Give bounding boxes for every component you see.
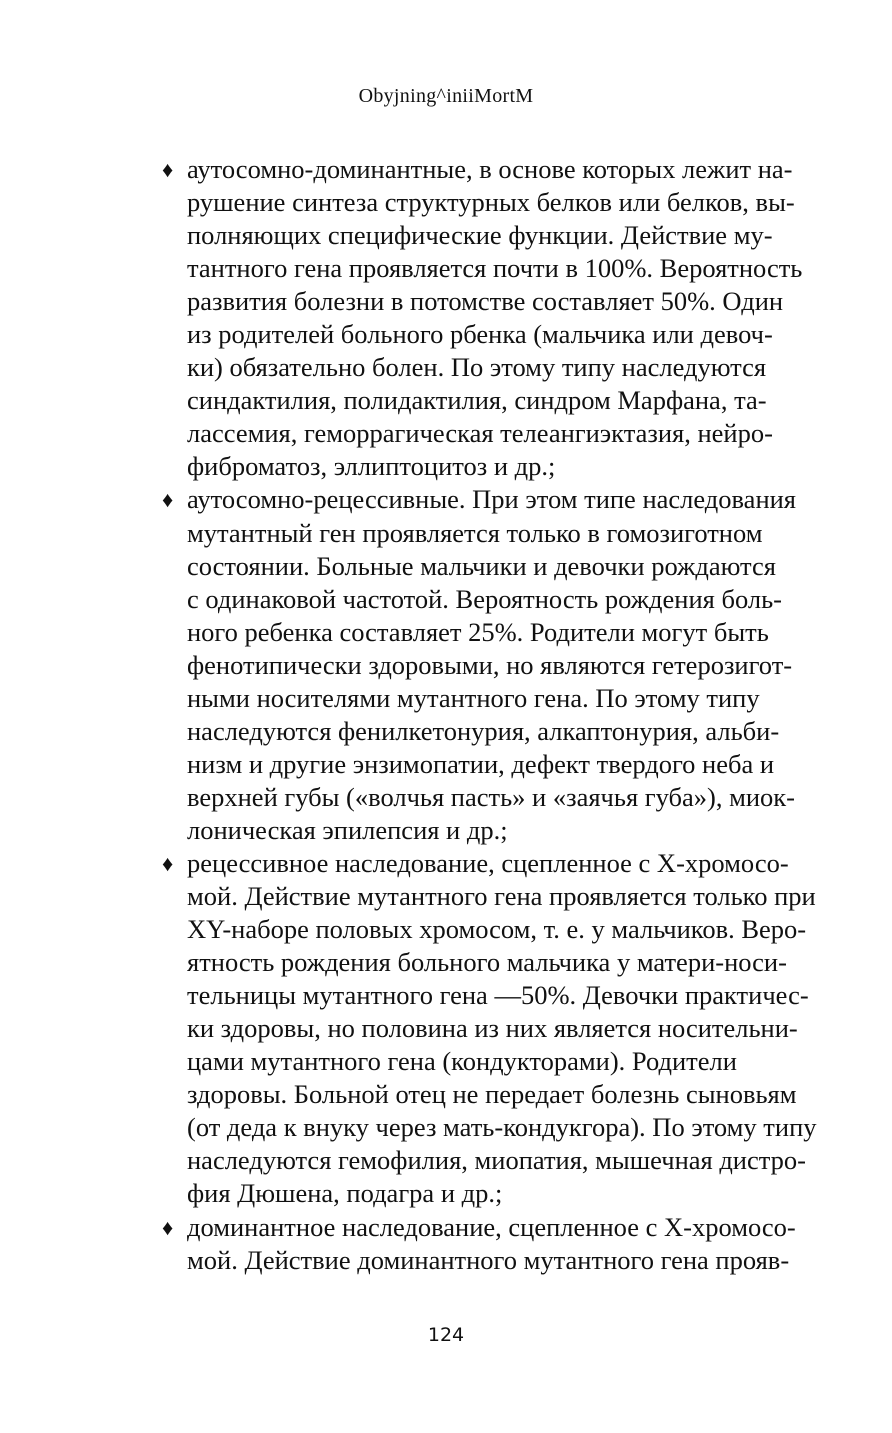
diamond-bullet-icon: ♦ — [162, 157, 174, 182]
page-number: 124 — [427, 1324, 465, 1346]
list-item-x-linked-dominant — [160, 1211, 850, 1277]
diamond-bullet-icon: ♦ — [162, 1214, 174, 1240]
inheritance-types-list — [160, 153, 850, 1277]
list-item-x-linked-recessive — [160, 847, 850, 1211]
list-item-autosomal-dominant — [160, 153, 850, 483]
diamond-bullet-icon: ♦ — [162, 850, 174, 876]
diamond-bullet-icon: ♦ — [162, 487, 174, 513]
list-item-text: доминантное наследование, сцепленное с Х-хромосо- мой. Действие доминантного мутантного гена прояв- — [187, 1211, 796, 1275]
list-item-text: рецессивное наследование, сцепленное с Х-хромосо- мой. Действие мутантного гена проявляется только при XY-наборе половых хромосом, т. е. у мальчиков. Веро- ятность рождения больного мальчика у матери-носи- тельницы мутантного гена —50%. Девочки практичес- ки здоровы, но половина из них является носительни- цами мутантного гена (кондукторами). Родители здоровы. Больной отец не передает болезнь сыновьям (от деда к внуку через мать-кондукгора). По этому типу наследуются гемофилия, миопатия, мышечная дистро- фия Дюшена, подагра и др.; — [187, 847, 817, 1209]
list-item-text: аутосомно-рецессивные. При этом типе наследования мутантный ген проявляется только в гомозиготном состоянии. Больные мальчики и девочки рождаются с одинаковой частотой. Вероятность рождения боль- ного ребенка составляет 25%. Родители могут быть фенотипически здоровыми, но являются гетерозигот- ными носителями мутантного гена. По этому типу наследуются фенилкетонурия, алкаптонурия, альби- низм и другие энзимопатии, дефект твердого неба и верхней губы («волчья пасть» и «заячья губа»), миок- лоническая эпилепсия и др.; — [187, 484, 796, 845]
list-item-text: аутосомно-доминантные, в основе которых лежит на- рушение синтеза структурных белков или белков, вы- полняющих специфические функции. Действие му- тантного гена проявляется почти в 100%. Вероятность развития болезни в потомстве составляет 50%. Один из родителей больного рбенка (мальчика или девоч- ки) обязательно болен. По этому типу наследуются синдактилия, полидактилия, синдром Марфана, та- лассемия, геморрагическая телеангиэктазия, нейро- фиброматоз, эллиптоцитоз и др.; — [187, 154, 803, 482]
list-item-autosomal-recessive — [160, 483, 850, 847]
running-header: Obyjning^iniiMortM — [358, 85, 534, 107]
